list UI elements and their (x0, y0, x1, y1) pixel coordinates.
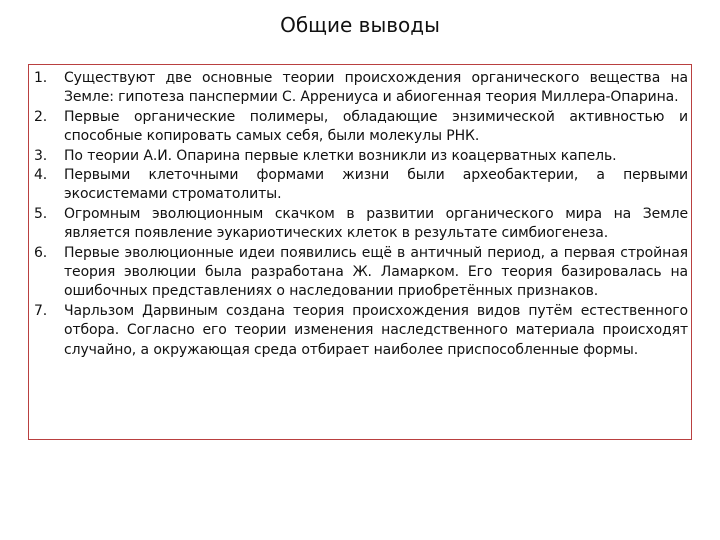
conclusions-box (28, 64, 692, 440)
conclusion-item-7 (34, 302, 688, 360)
item-number: 3. (34, 147, 48, 164)
conclusions-list (34, 69, 688, 360)
item-number: 6. (34, 244, 48, 261)
item-text: По теории А.И. Опарина первые клетки возникли из коацерватных капель. (64, 147, 617, 164)
item-text: Существуют две основные теории происхождения органического вещества на Земле: гипотеза панспермии С. Аррениуса и абиогенная теория Миллера-Опарина. (64, 70, 688, 106)
item-text: Первые эволюционные идеи появились ещё в античный период, а первая стройная теория эволюции была разработана Ж. Ламарком. Его теория базировалась на ошибочных представлениях о наследовании приобретённых признаков. (64, 244, 688, 300)
conclusion-item-3 (34, 147, 688, 166)
conclusion-item-1 (34, 69, 688, 108)
item-number: 4. (34, 167, 48, 184)
item-text: Огромным эволюционным скачком в развитии органического мира на Земле является появление эукариотических клеток в результате симбиогенеза. (64, 205, 688, 242)
item-text: Чарльзом Дарвиным создана теория происхождения видов путём естественного отбора. Согласно его теории изменения наследственного материала происходят случайно, а окружающая среда отбирает наиболее приспособленные формы. (64, 302, 688, 358)
slide-title: Общие выводы (280, 13, 440, 37)
item-number: 2. (34, 108, 48, 125)
conclusion-item-4 (34, 166, 688, 205)
conclusion-item-2 (34, 108, 688, 147)
item-text: Первые органические полимеры, обладающие энзимической активностью и способные копировать самых себя, были молекулы РНК. (64, 108, 688, 145)
item-number: 1. (34, 70, 48, 86)
item-number: 5. (34, 205, 48, 222)
item-text: Первыми клеточными формами жизни были археобактерии, а первыми экосистемами строматолиты. (64, 167, 688, 203)
conclusion-item-6 (34, 244, 688, 302)
item-number: 7. (34, 302, 48, 319)
conclusion-item-5 (34, 205, 688, 244)
